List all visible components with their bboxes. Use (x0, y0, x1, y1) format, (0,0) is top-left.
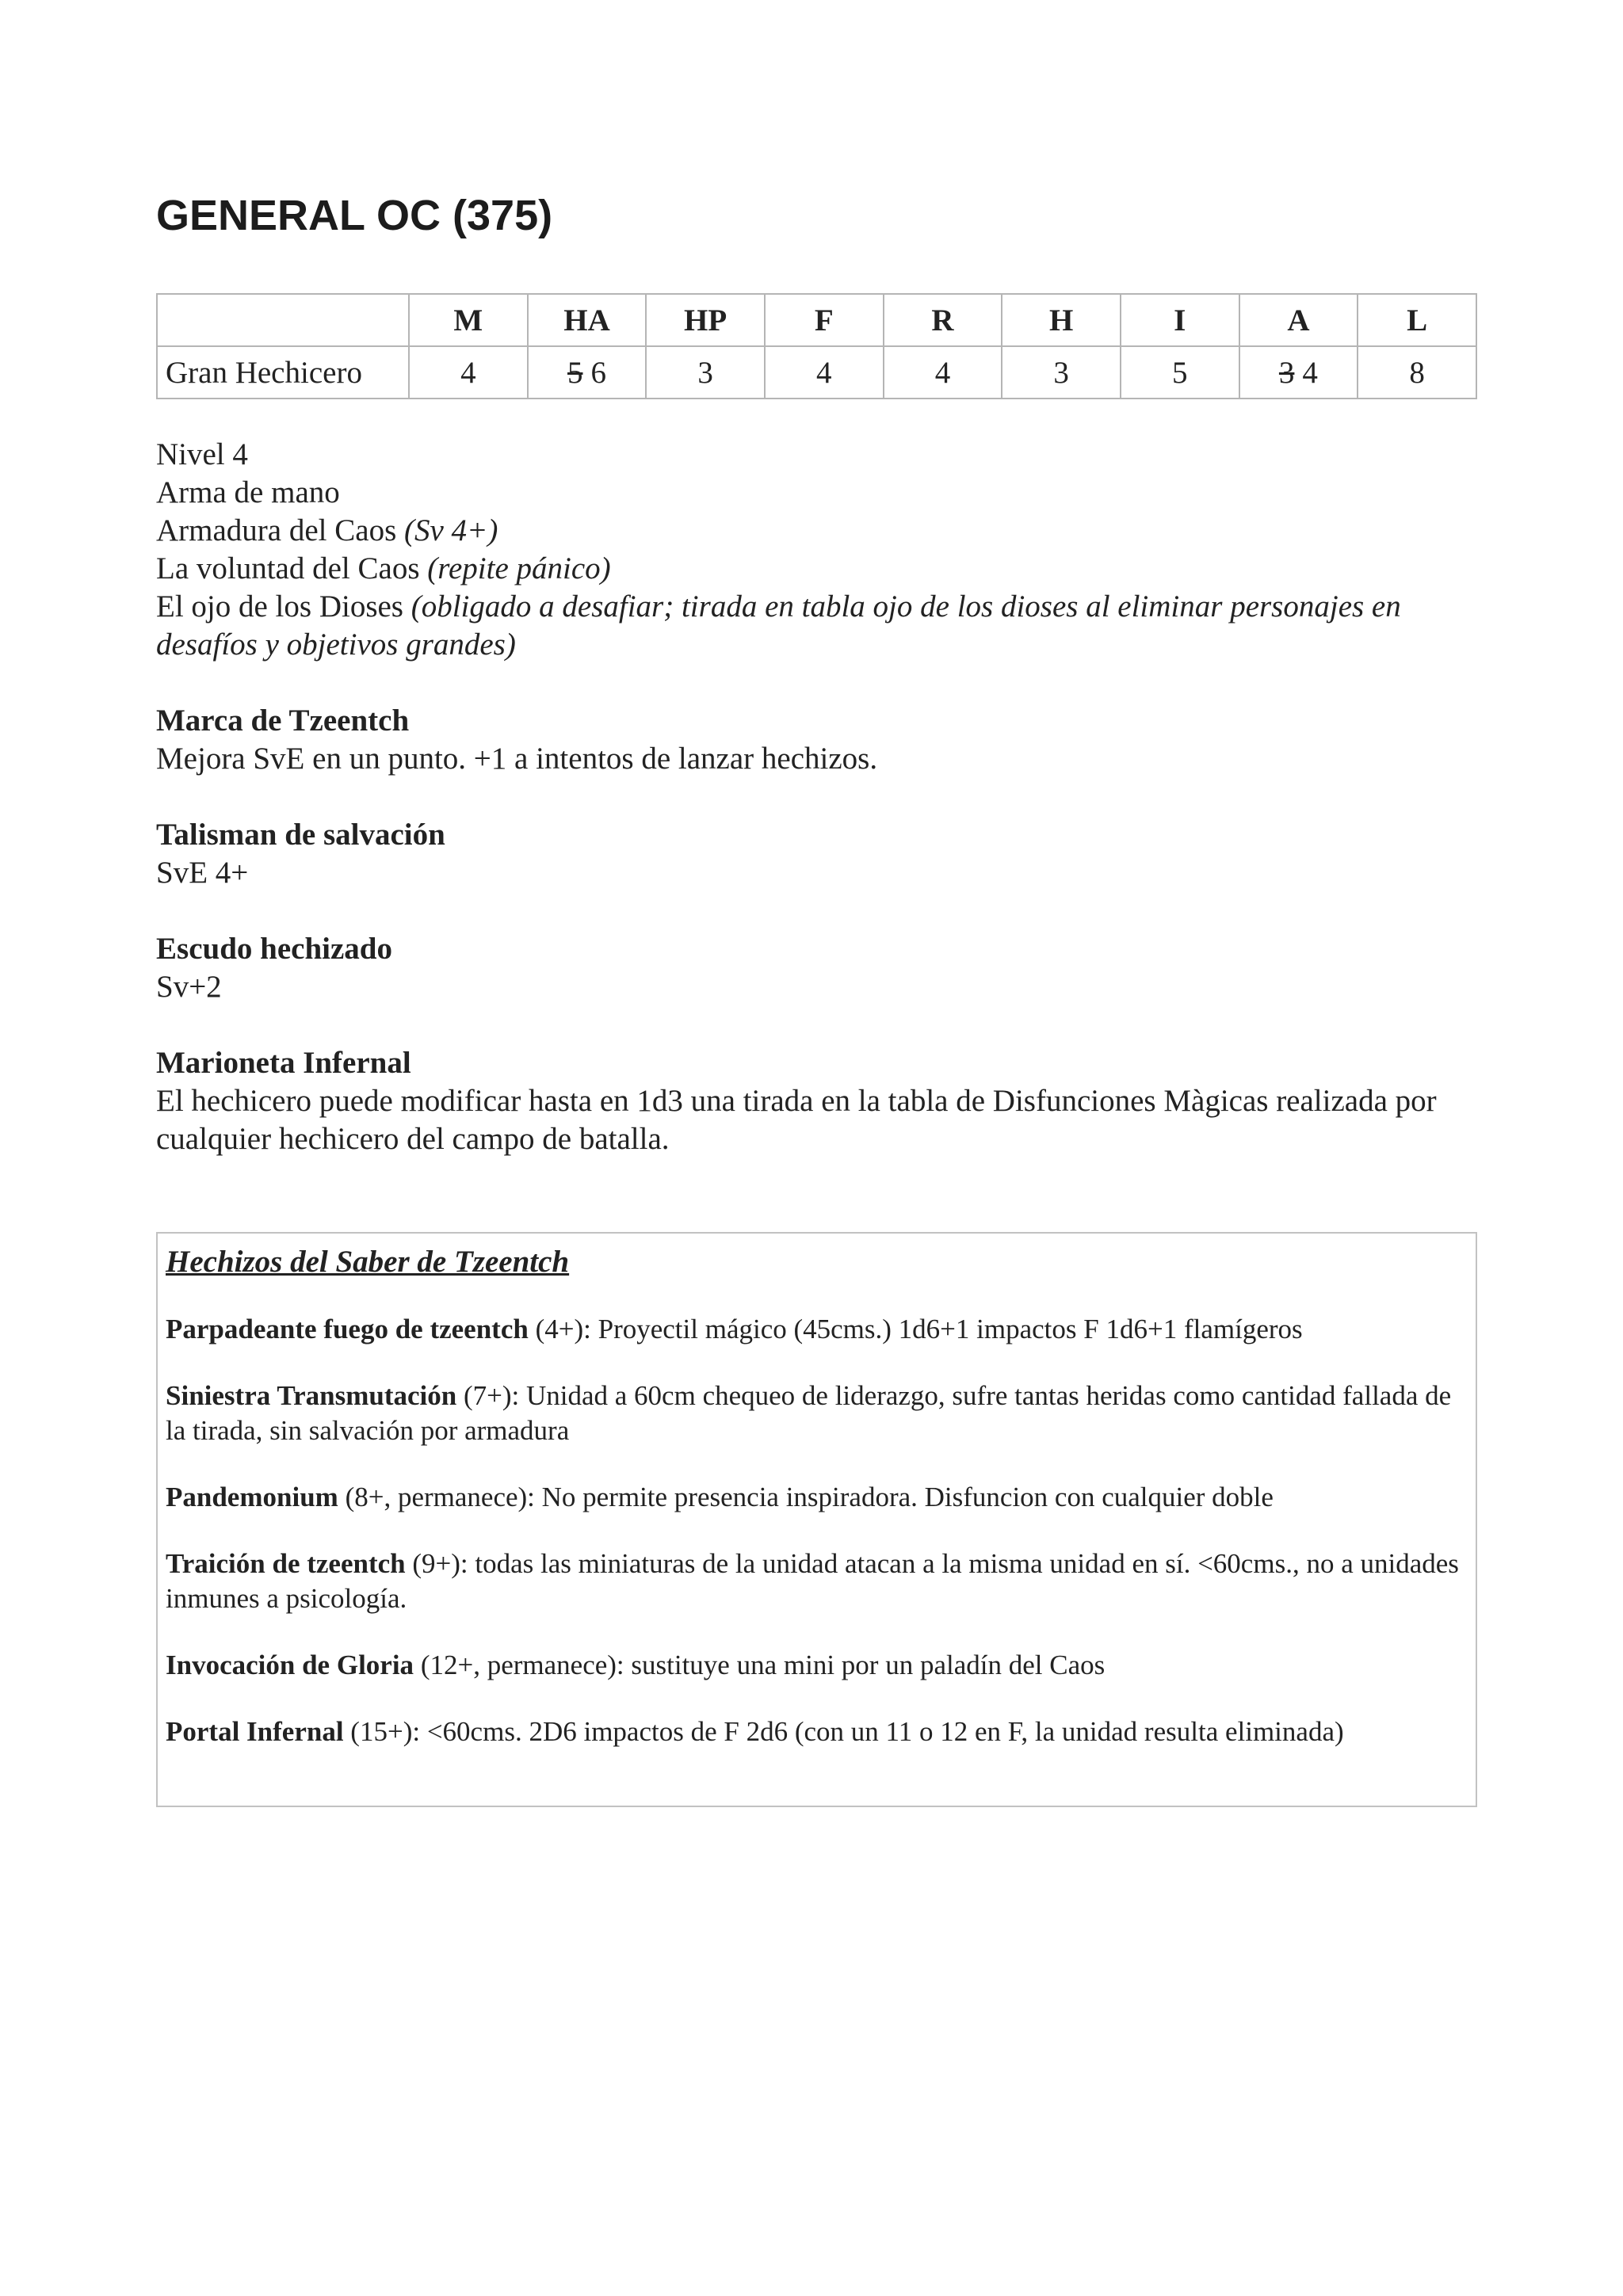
item-text: Mejora SvE en un punto. +1 a intentos de lanzar hechizos. (156, 742, 878, 776)
stat-l: 8 (1358, 346, 1476, 399)
item-title: Marioneta Infernal (156, 1046, 411, 1080)
spell-text: (4+): Proyectil mágico (45cms.) 1d6+1 impactos F 1d6+1 flamígeros (528, 1314, 1303, 1344)
item-text: SvE 4+ (156, 856, 249, 890)
spell-text: (9+): todas las miniaturas de la unidad atacan a la misma unidad en sí. <60cms., no a unidades inmunes a psicología. (166, 1548, 1459, 1614)
item-marca (156, 702, 1487, 778)
stats-header-blank (157, 294, 409, 346)
spell-entry (166, 1312, 1468, 1347)
spell-entry (166, 1714, 1468, 1749)
equipment-armadura (156, 512, 1487, 550)
item-title: Marca de Tzeentch (156, 704, 410, 738)
stat-hp: 3 (646, 346, 765, 399)
stat-r: 4 (884, 346, 1002, 399)
stats-header-row (157, 294, 1476, 346)
item-text: Sv+2 (156, 970, 222, 1004)
item-title: Talisman de salvación (156, 818, 445, 852)
page-title: GENERAL OC (375) (156, 192, 553, 239)
stats-header-ha: HA (528, 294, 647, 346)
spell-name: Portal Infernal (166, 1716, 344, 1747)
item-marioneta (156, 1044, 1487, 1158)
stat-m: 4 (409, 346, 528, 399)
spell-entry (166, 1379, 1468, 1448)
spell-text: (12+, permanece): sustituye una mini por un paladín del Caos (414, 1650, 1106, 1680)
stat-ha-new: 6 (590, 355, 606, 390)
voluntad-note: (repite pánico) (427, 551, 611, 585)
stat-i: 5 (1121, 346, 1239, 399)
equipment-arma: Arma de mano (156, 475, 340, 509)
equipment-voluntad (156, 550, 1487, 588)
spell-text: (8+, permanece): No permite presencia inspiradora. Disfuncion con cualquier doble (338, 1482, 1274, 1512)
spells-heading: Hechizos del Saber de Tzeentch (166, 1245, 570, 1279)
spell-text: (15+): <60cms. 2D6 impactos de F 2d6 (con un 11 o 12 en F, la unidad resulta eliminada) (343, 1716, 1344, 1747)
spell-entry (166, 1648, 1468, 1683)
stats-header-hp: HP (646, 294, 765, 346)
stat-a (1239, 346, 1358, 399)
armadura-note: (Sv 4+) (404, 513, 498, 547)
stat-a-new: 4 (1302, 355, 1318, 390)
item-escudo (156, 930, 1487, 1006)
stats-table (156, 293, 1477, 399)
spell-name: Traición de tzeentch (166, 1548, 406, 1579)
stats-header-h: H (1002, 294, 1121, 346)
stat-ha (528, 346, 647, 399)
voluntad-label: La voluntad del Caos (156, 551, 420, 585)
stats-header-f: F (765, 294, 884, 346)
spells-box (156, 1232, 1477, 1807)
spell-name: Parpadeante fuego de tzeentch (166, 1314, 529, 1344)
stats-header-a: A (1239, 294, 1358, 346)
spell-name: Siniestra Transmutación (166, 1380, 457, 1411)
equipment-nivel: Nivel 4 (156, 437, 248, 471)
stat-ha-old: 5 (567, 355, 583, 390)
spell-entry (166, 1480, 1468, 1515)
stats-header-i: I (1121, 294, 1239, 346)
equipment-ojo (156, 588, 1487, 664)
stat-h: 3 (1002, 346, 1121, 399)
spell-name: Pandemonium (166, 1482, 338, 1512)
ojo-label: El ojo de los Dioses (156, 589, 403, 624)
unit-name: Gran Hechicero (157, 346, 409, 399)
item-text: El hechicero puede modificar hasta en 1d3 una tirada en la tabla de Disfunciones Màgicas realizada por cualquier hechicero del campo de batalla. (156, 1084, 1437, 1156)
armadura-label: Armadura del Caos (156, 513, 397, 547)
spell-entry (166, 1547, 1468, 1616)
stats-header-m: M (409, 294, 528, 346)
item-talisman (156, 816, 1487, 892)
spell-text: (7+): Unidad a 60cm chequeo de liderazgo, sufre tantas heridas como cantidad fallada de la tirada, sin salvación por armadura (166, 1380, 1452, 1446)
stats-header-l: L (1358, 294, 1476, 346)
stats-header-r: R (884, 294, 1002, 346)
stats-row (157, 346, 1476, 399)
stat-a-old: 3 (1278, 355, 1295, 390)
ojo-note: (obligado a desafiar; tirada en tabla ojo de los dioses al eliminar personajes en desafíos y objetivos grandes) (156, 589, 1401, 662)
stat-f: 4 (765, 346, 884, 399)
equipment-list (156, 436, 1487, 664)
item-title: Escudo hechizado (156, 932, 392, 966)
spell-name: Invocación de Gloria (166, 1650, 414, 1680)
